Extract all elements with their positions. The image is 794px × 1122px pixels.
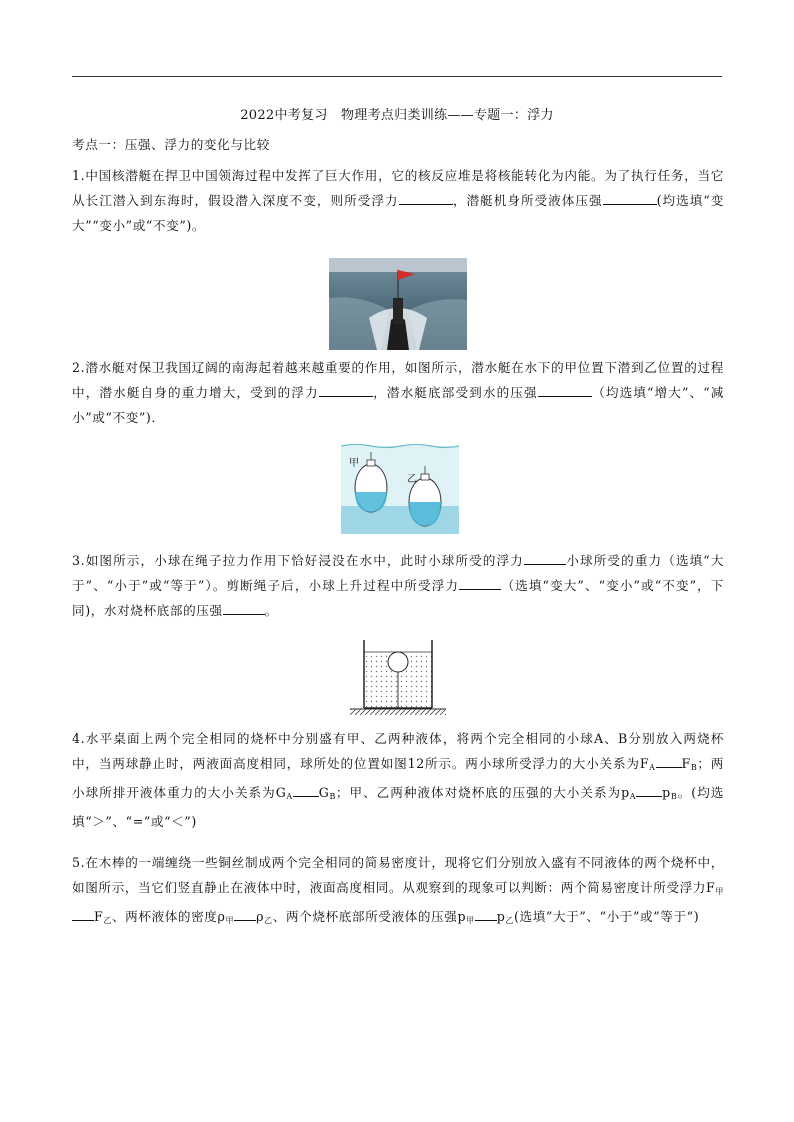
- answer-blank[interactable]: [656, 753, 682, 768]
- answer-blank[interactable]: [524, 550, 566, 565]
- answer-blank[interactable]: [538, 382, 592, 397]
- question-1: 1.中国核潜艇在捍卫中国领海过程中发挥了巨大作用，它的核反应堆是将核能转化为内能。为了执行任务，当它从长江潜入到东海时，假设潜入深度不变，则所受浮力 ，潜艇机身所受液体压强 (均选填“变大”“变小”或“不变”)。: [72, 168, 724, 233]
- page-title: 2022中考复习 物理考点归类训练——专题一：浮力: [240, 108, 554, 123]
- answer-blank[interactable]: [223, 600, 265, 615]
- question-4: 4.水平桌面上两个完全相同的烧杯中分别盛有甲、乙两种液体，将两个完全相同的小球A、B分别放入两烧杯中，当两球静止时，两液面高度相同，球所处的位置如图12所示。两小球所受浮力的大小关系为$F_A$ $F_B$；两小球所排开液体重力的大小关系为$G_A$ $G_B$；甲、乙两种液体对烧杯底的压强的大小关系为$p_A$ $p_B$。(均选填“＞”、“=”或“＜”): [72, 731, 724, 829]
- header-rule: [72, 76, 722, 77]
- answer-blank[interactable]: [399, 190, 453, 205]
- answer-blank[interactable]: [636, 782, 662, 797]
- answer-blank[interactable]: [319, 382, 373, 397]
- question-2: 2.潜水艇对保卫我国辽阔的南海起着越来越重要的作用，如图所示，潜水艇在水下的甲位置下潜到乙位置的过程中，潜水艇自身的重力增大，受到的浮力 ，潜水艇底部受到水的压强 （均选填“增大”、“减小”或“不变”)．: [72, 360, 724, 425]
- question-5: 5.在木棒的一端缠绕一些铜丝制成两个完全相同的简易密度计，现将它们分别放入盛有不同液体的两个烧杯中，如图所示，当它们竖直静止在液体中时，液面高度相同。从观察到的现象可以判断：两个简易密度计所受浮力$F_甲F_乙$、两杯液体的密度$\rho_甲$ $\rho_乙$、两个烧杯底部所受液体的压强$p_甲$ $p_乙$(选填”大于”、“小于”或”等于“): [72, 855, 724, 925]
- submarine-diagram: [341, 440, 459, 534]
- answer-blank[interactable]: [603, 190, 657, 205]
- answer-blank[interactable]: [475, 906, 497, 921]
- beaker-ball-diagram: [350, 640, 446, 718]
- question-3: 3.如图所示，小球在绳子拉力作用下恰好浸没在水中，此时小球所受的浮力 小球所受的重力（选填“大于”、“小于”或“等于”）。剪断绳子后，小球上升过程中所受浮力 （选填“变大”、“变小”或“不变”，下同)，水对烧杯底部的压强 。: [72, 548, 724, 623]
- label-jia: 甲: [349, 458, 359, 469]
- label-yi: 乙: [407, 474, 417, 485]
- answer-blank[interactable]: [72, 906, 94, 921]
- section-heading: 考点一：压强、浮力的变化与比较: [72, 137, 270, 152]
- answer-blank[interactable]: [459, 575, 501, 590]
- submarine-photo: [329, 258, 467, 350]
- answer-blank[interactable]: [234, 906, 256, 921]
- answer-blank[interactable]: [293, 782, 319, 797]
